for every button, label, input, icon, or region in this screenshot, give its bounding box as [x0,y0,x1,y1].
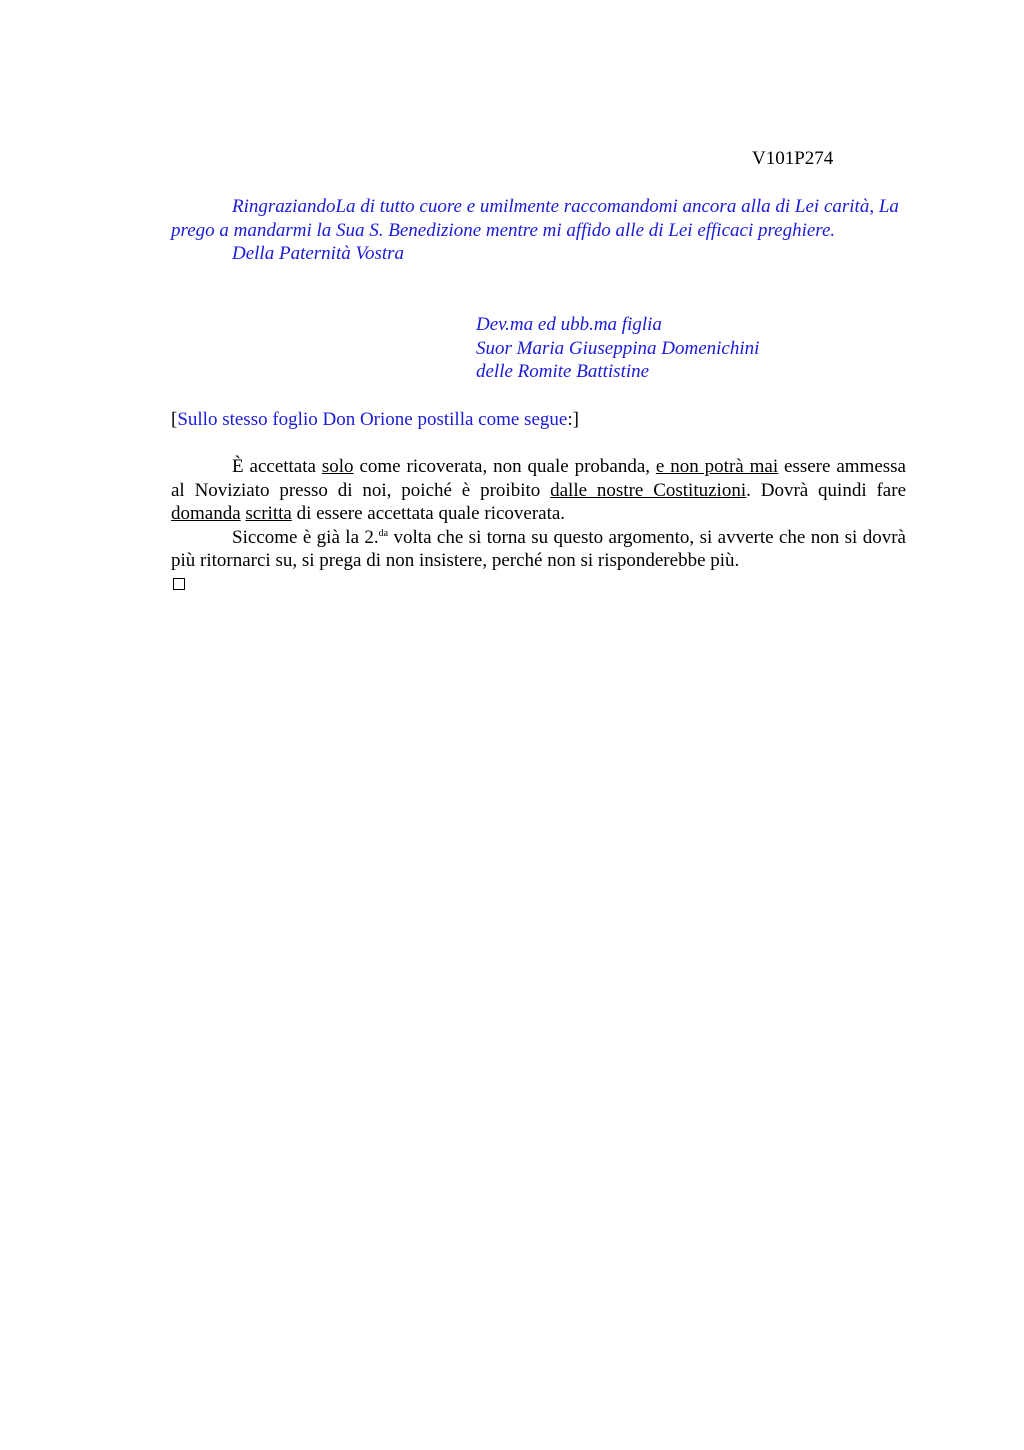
signature-line: Suor Maria Giuseppina Domenichini [476,337,760,359]
signature-line: Dev.ma ed ubb.ma figlia [476,314,662,335]
letter-closing: Della Paternità Vostra [232,243,405,264]
text-run: volta che si torna su questo argomento, si avverte che non si dovrà più ritornarci su, si prega di non insistere, perché non si risponderebbe più. [171,526,906,571]
editorial-note [171,408,579,432]
underlined-text: e non potrà mai [655,456,779,477]
text-run: di essere accettata quale ricoverata. [291,503,566,524]
reply-text [171,455,906,573]
underlined-text: dalle nostre Costituzioni [550,479,747,501]
letter-text [171,195,906,266]
reply-paragraph [171,455,906,526]
text-run: È accettata [232,456,322,477]
page-reference: V101P274 [752,148,834,169]
note-close: :] [567,409,579,430]
note-text: Sullo stesso foglio Don Orione postilla come segue [177,409,568,430]
text-run: essere ammessa al Noviziato presso di noi, poiché è proibito [171,456,906,501]
letter-paragraph: RingraziandoLa di tutto cuore e umilmente raccomandomi ancora alla di Lei carità, La prego a mandarmi la Sua S. Benedizione mentre mi affido alle di Lei efficaci preghiere. [171,196,899,241]
signature-block [476,313,759,384]
note-open-bracket: [ [171,409,178,430]
superscript: da [378,527,389,539]
square-outline-icon [173,578,185,590]
text-run: come ricoverata, non quale probanda, [353,456,656,477]
underlined-text: solo [321,456,354,477]
text-run: Siccome è già la 2. [232,526,379,548]
underlined-text: scritta [245,503,292,524]
underlined-text: domanda [171,503,241,524]
text-run: . Dovrà quindi fare [746,479,907,501]
signature-line: delle Romite Battistine [476,361,650,382]
reply-paragraph [171,526,906,573]
